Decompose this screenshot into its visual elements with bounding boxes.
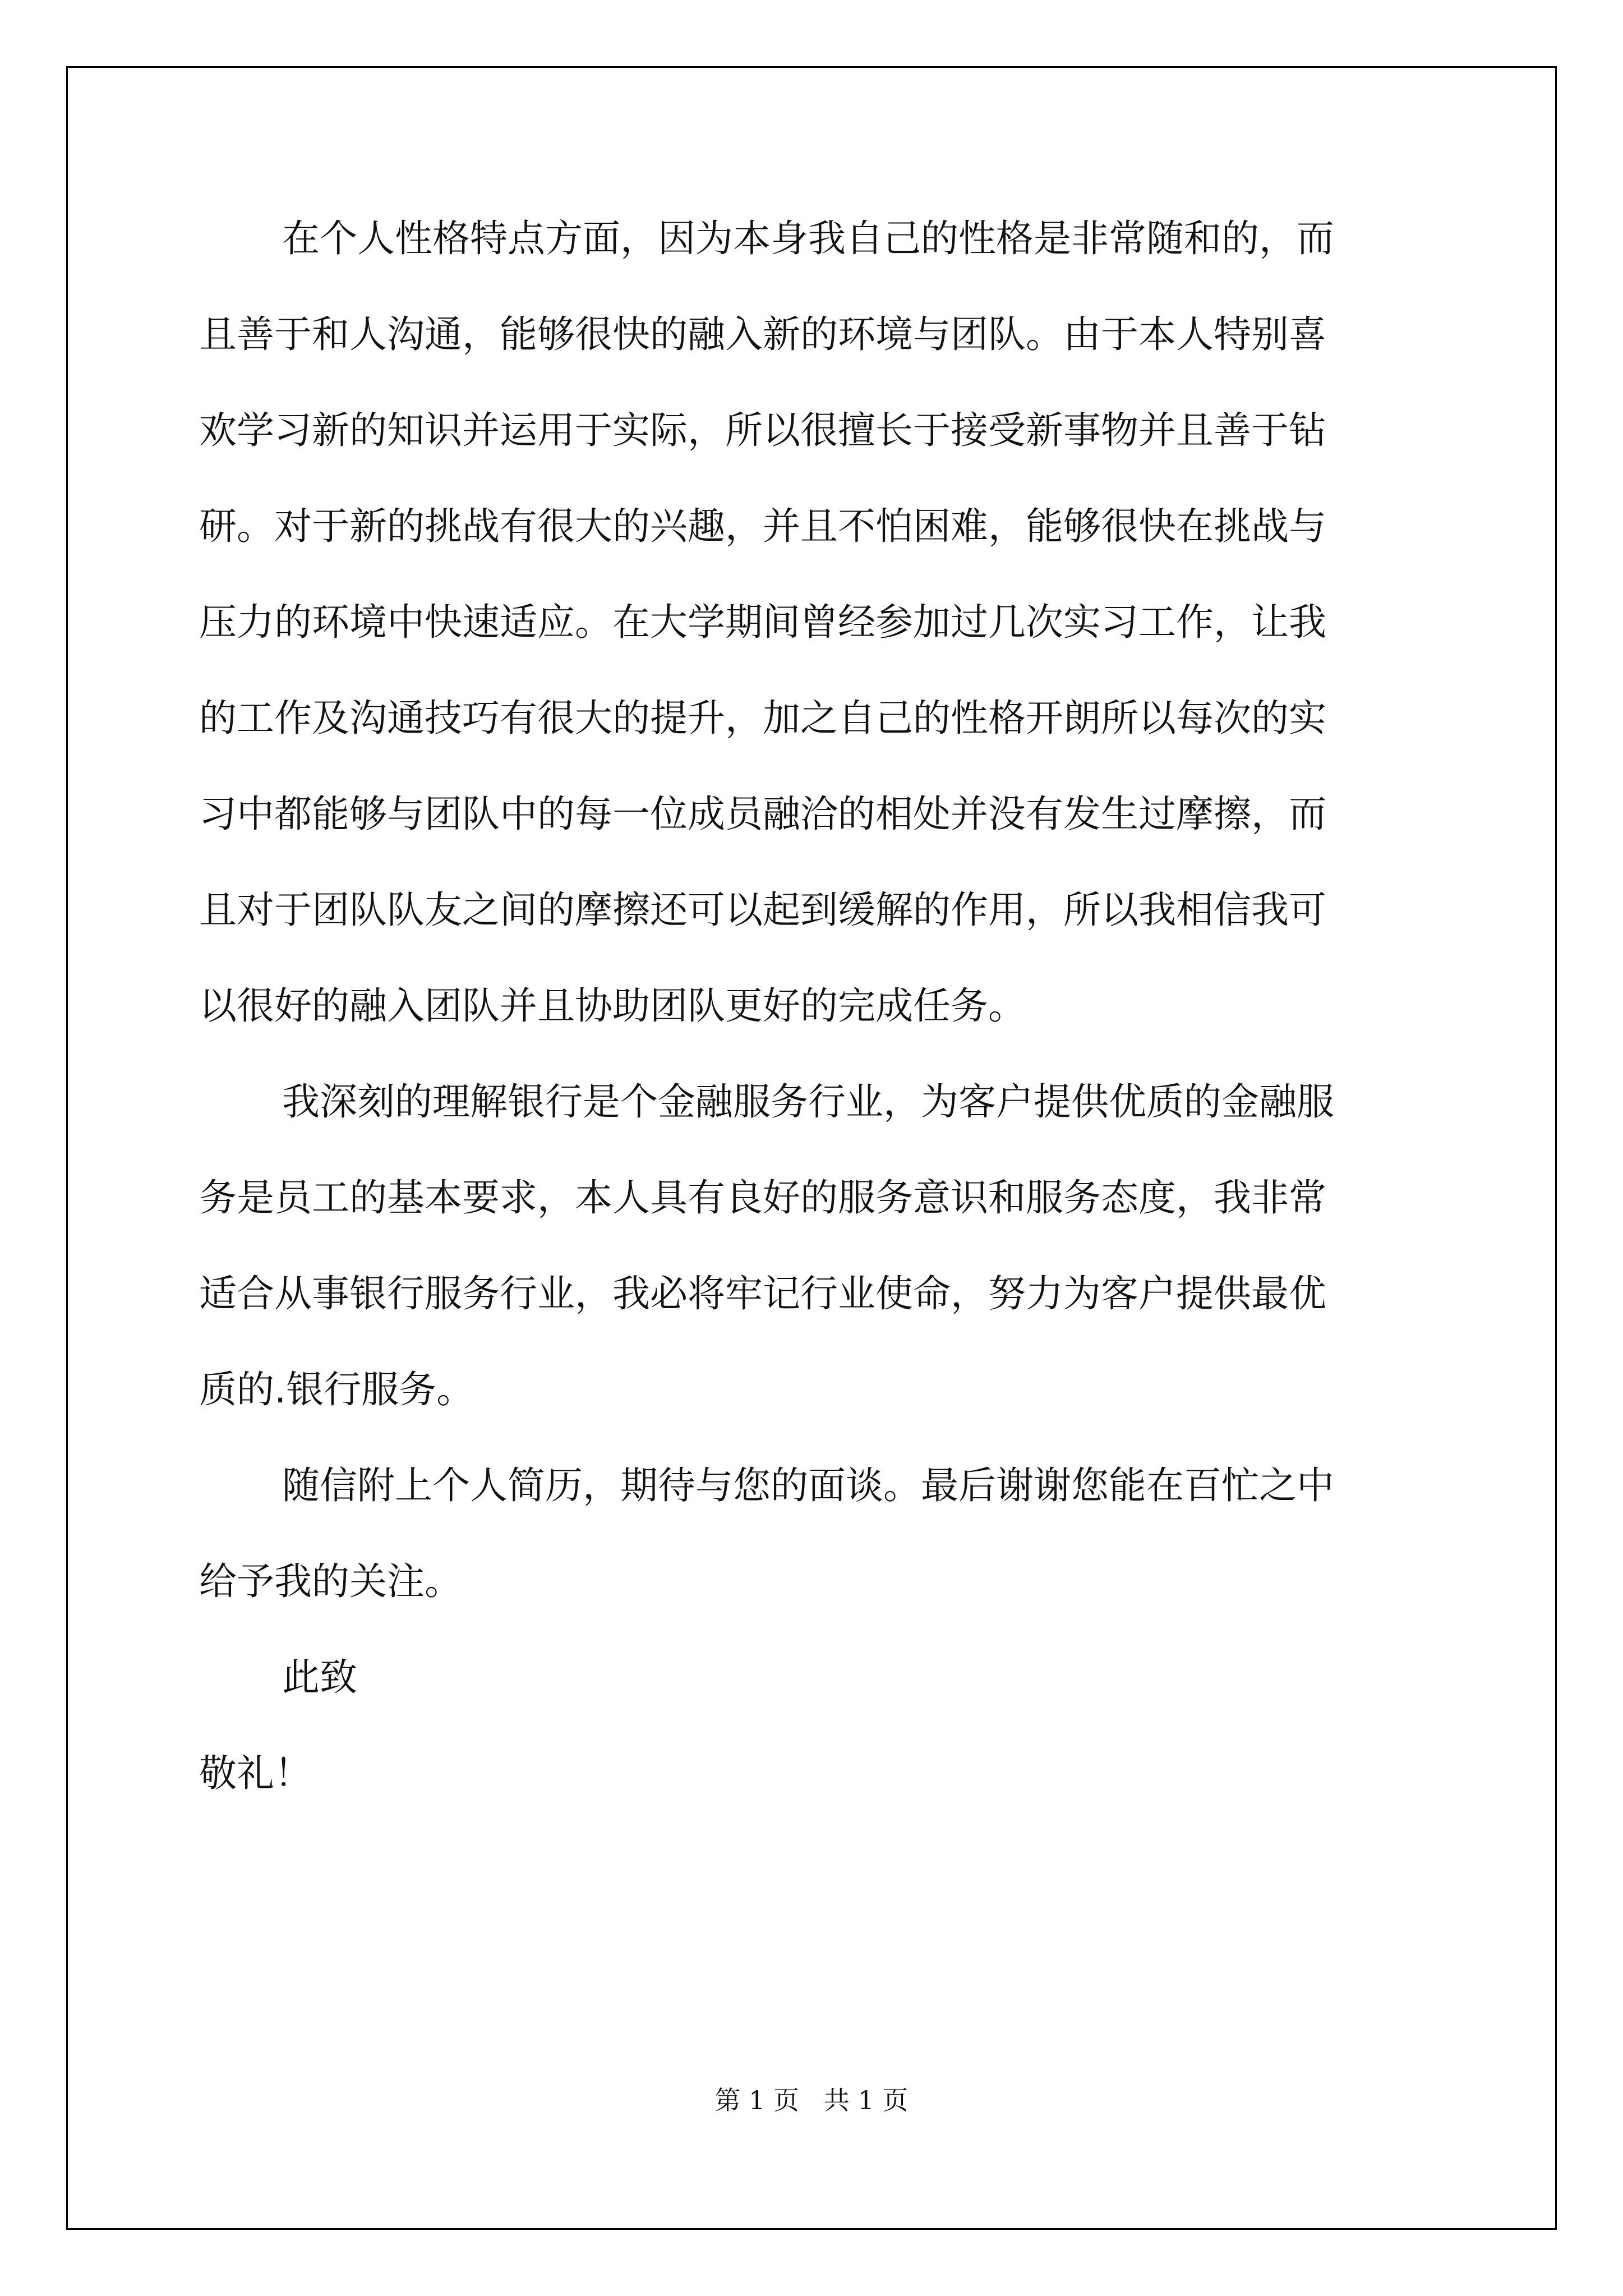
letter-line: 此致 bbox=[282, 1655, 357, 1699]
letter-line: 质的.银行服务。 bbox=[199, 1368, 474, 1411]
letter-line: 以很好的融入团队并且协助团队更好的完成任务。 bbox=[199, 984, 1026, 1028]
letter-line: 我深刻的理解银行是个金融服务行业，为客户提供优质的金融服 bbox=[282, 1080, 1334, 1124]
letter-line: 的工作及沟通技巧有很大的提升，加之自己的性格开朗所以每次的实 bbox=[199, 696, 1326, 740]
letter-line: 在个人性格特点方面，因为本身我自己的性格是非常随和的，而 bbox=[282, 217, 1334, 260]
page-number-footer: 第 1 页 共 1 页 bbox=[714, 2085, 909, 2115]
letter-line: 且善于和人沟通，能够很快的融入新的环境与团队。由于本人特别喜 bbox=[199, 312, 1326, 356]
letter-line: 且对于团队队友之间的摩擦还可以起到缓解的作用，所以我相信我可 bbox=[199, 888, 1326, 932]
letter-line: 给予我的关注。 bbox=[199, 1559, 462, 1603]
letter-line: 敬礼！ bbox=[199, 1751, 312, 1795]
letter-line: 研。对于新的挑战有很大的兴趣，并且不怕困难，能够很快在挑战与 bbox=[199, 504, 1326, 548]
letter-line: 适合从事银行服务行业，我必将牢记行业使命，努力为客户提供最优 bbox=[199, 1272, 1326, 1315]
letter-body bbox=[199, 210, 1433, 1841]
letter-line: 压力的环境中快速适应。在大学期间曾经参加过几次实习工作，让我 bbox=[199, 600, 1326, 644]
letter-line: 欢学习新的知识并运用于实际，所以很擅长于接受新事物并且善于钻 bbox=[199, 408, 1326, 452]
letter-line: 习中都能够与团队中的每一位成员融洽的相处并没有发生过摩擦，而 bbox=[199, 792, 1326, 836]
letter-line: 随信附上个人简历，期待与您的面谈。最后谢谢您能在百忙之中 bbox=[282, 1464, 1334, 1507]
letter-line: 务是员工的基本要求，本人具有良好的服务意识和服务态度，我非常 bbox=[199, 1176, 1326, 1220]
